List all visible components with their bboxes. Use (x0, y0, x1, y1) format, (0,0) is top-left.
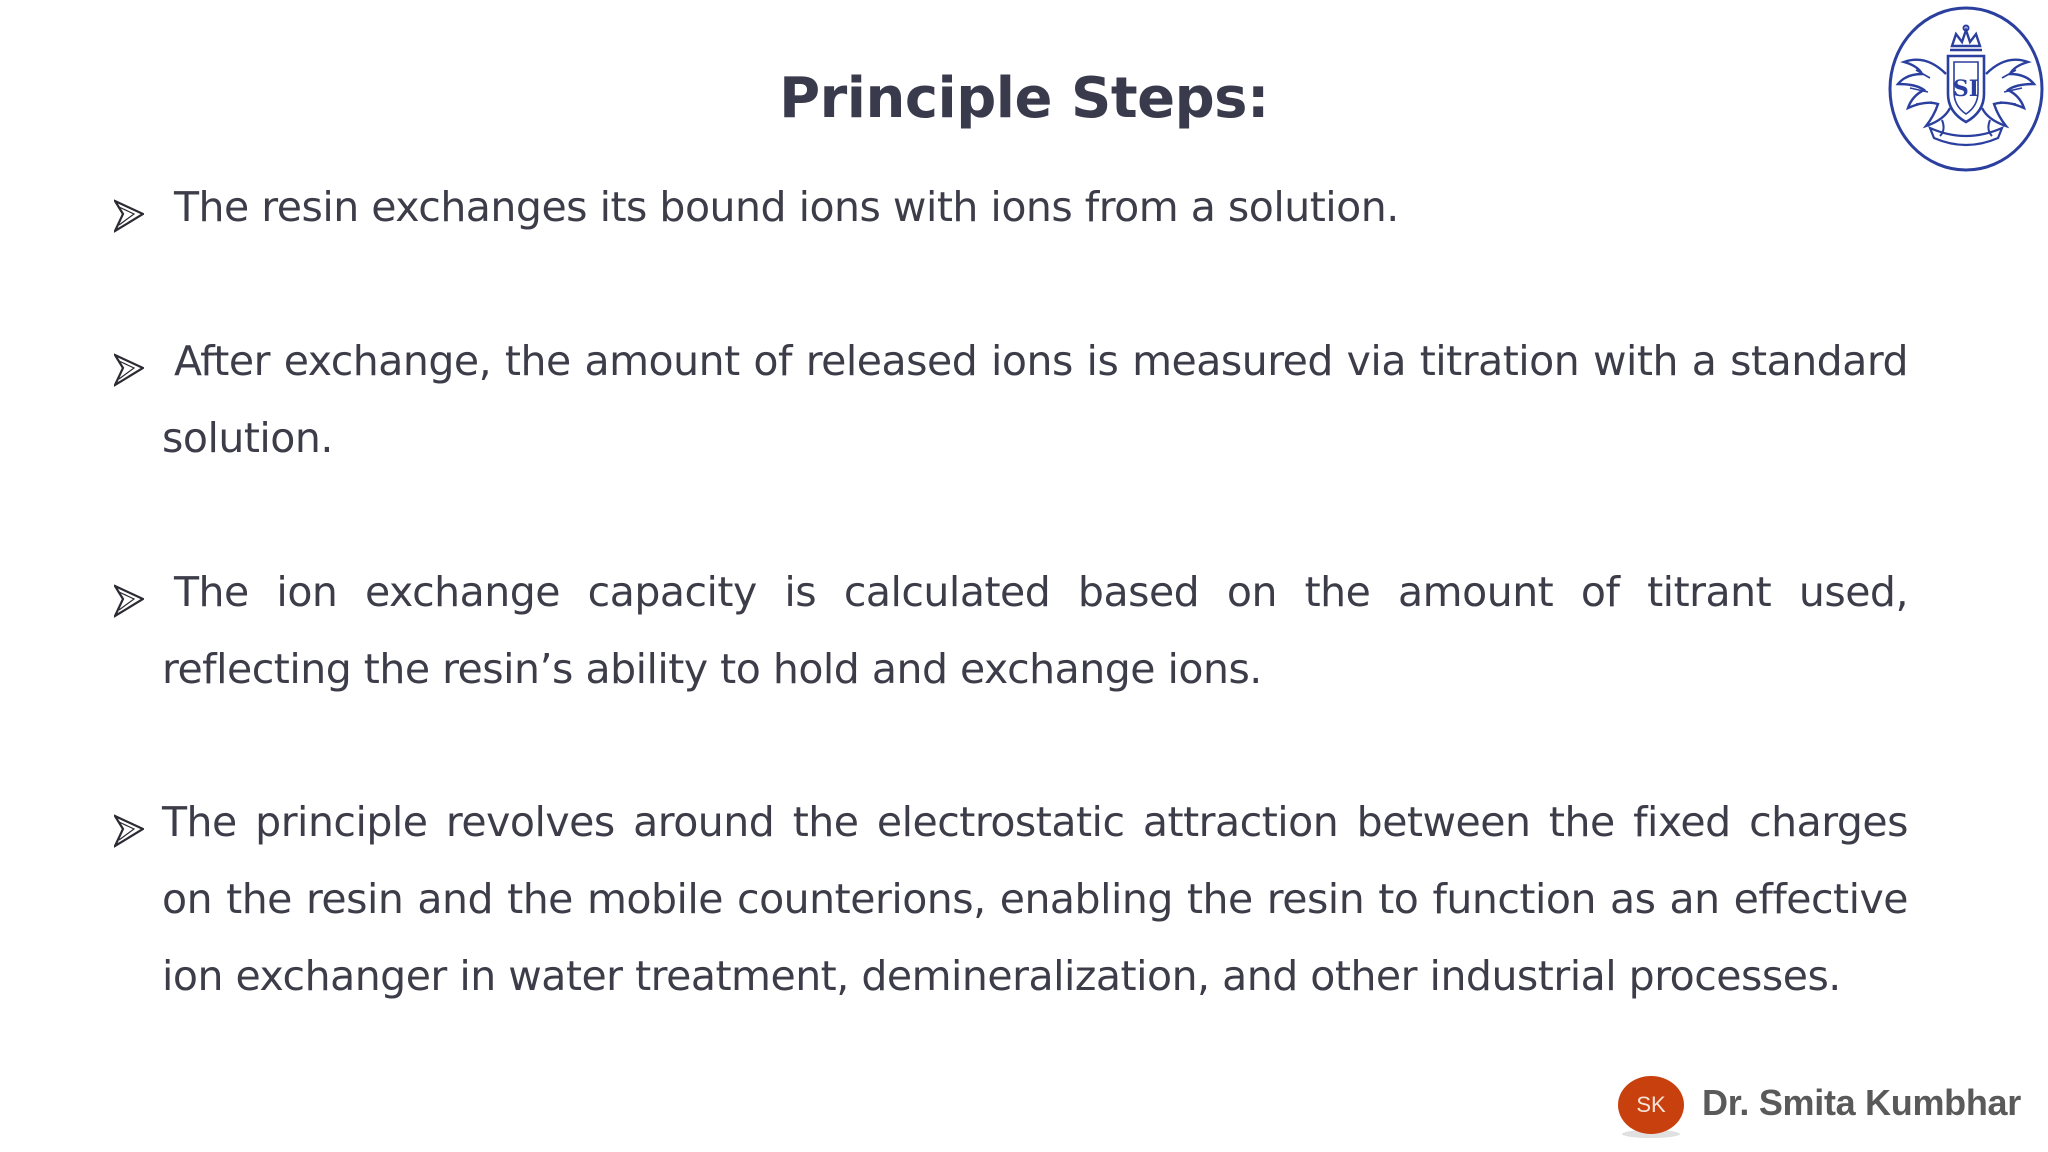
author-name: Dr. Smita Kumbhar (1702, 1082, 2021, 1123)
bullet-text: The resin exchanges its bound ions with ions from a solution. (174, 183, 1399, 231)
bullet-text: After exchange, the amount of released ions is measured via titration with a standard solution. (162, 337, 1908, 462)
arrowhead-bullet-icon (114, 584, 144, 618)
author-footer (1618, 1076, 2038, 1136)
arrowhead-bullet-icon (114, 199, 144, 233)
bullet-text: The principle revolves around the electrostatic attraction between the fixed charges on the resin and the mobile counterions, enabling the resin to function as an effective ion exchanger in water treatment, demineralization, and other industrial processes. (162, 798, 1908, 1000)
arrowhead-bullet-icon (114, 814, 144, 848)
bullet-text: The ion exchange capacity is calculated based on the amount of titrant used, reflecting the resin’s ability to hold and exchange ions. (162, 568, 1908, 693)
seal-letters: SI (1952, 76, 1980, 102)
page-title: Principle Steps: (779, 66, 1269, 131)
arrowhead-bullet-icon (114, 353, 144, 387)
author-badge: SK (1618, 1076, 1684, 1134)
